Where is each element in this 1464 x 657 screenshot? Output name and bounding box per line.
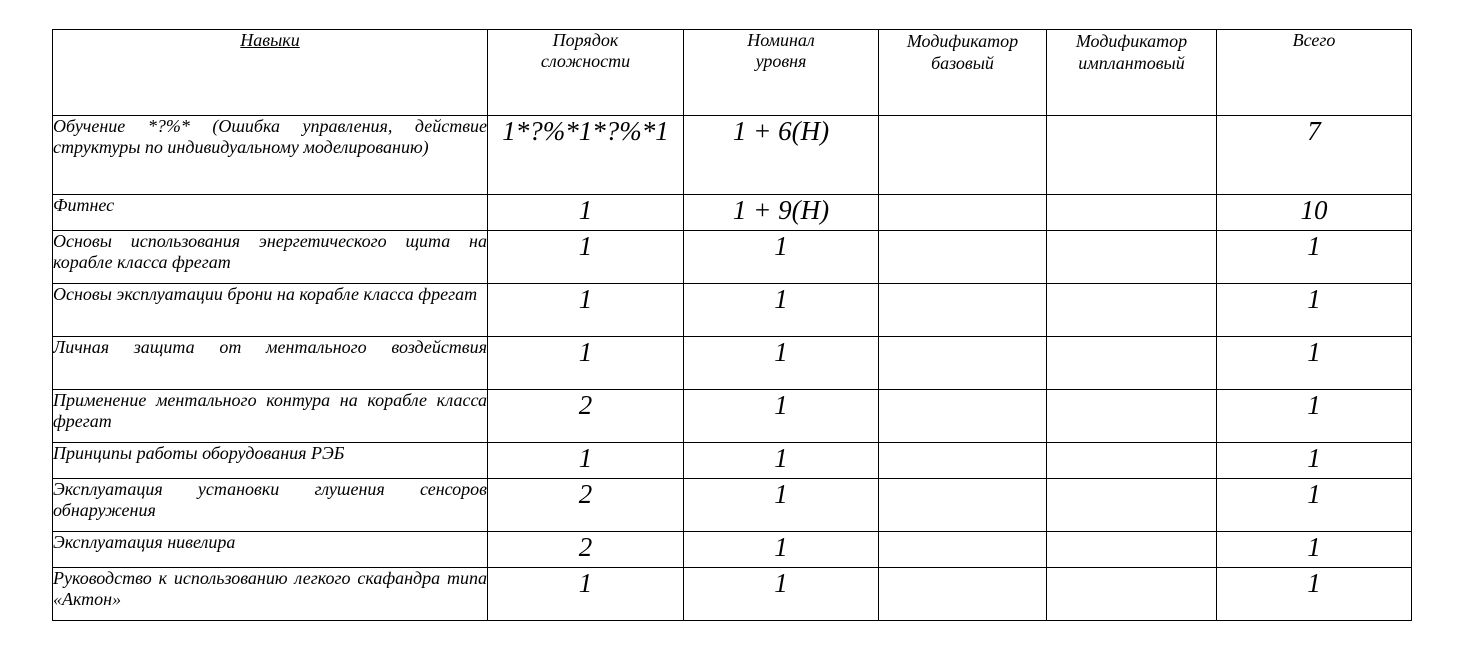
table-row [53,390,1412,443]
modifier-base-cell [879,568,1047,621]
table-row [53,337,1412,390]
total-cell: 1 [1217,568,1412,621]
nominal-cell: 1 [684,390,879,443]
order-cell: 1*?%*1*?%*1 [488,116,684,195]
table-row [53,284,1412,337]
nominal-cell: 1 + 6(Н) [684,116,879,195]
skill-cell: Принципы работы оборудования РЭБ [53,443,488,479]
total-cell: 7 [1217,116,1412,195]
modifier-implant-cell [1047,479,1217,532]
nominal-cell: 1 [684,532,879,568]
nominal-cell: 1 [684,443,879,479]
modifier-implant-cell [1047,116,1217,195]
nominal-cell: 1 [684,568,879,621]
header-order: Порядок сложности [488,30,684,116]
table-row [53,443,1412,479]
modifier-base-cell [879,116,1047,195]
skill-cell: Эксплуатация нивелира [53,532,488,568]
total-cell: 1 [1217,443,1412,479]
modifier-implant-cell [1047,443,1217,479]
order-cell: 1 [488,195,684,231]
modifier-base-cell [879,231,1047,284]
table-row [53,568,1412,621]
skill-cell: Применение ментального контура на корабле класса фрегат [53,390,488,443]
order-cell: 1 [488,443,684,479]
order-cell: 2 [488,532,684,568]
modifier-base-cell [879,284,1047,337]
modifier-base-cell [879,337,1047,390]
modifier-implant-cell [1047,195,1217,231]
nominal-cell: 1 + 9(Н) [684,195,879,231]
nominal-cell: 1 [684,231,879,284]
modifier-base-cell [879,532,1047,568]
header-skills: Навыки [53,30,488,116]
modifier-base-cell [879,390,1047,443]
order-cell: 1 [488,284,684,337]
modifier-implant-cell [1047,568,1217,621]
skill-cell: Основы использования энергетического щита на корабле класса фрегат [53,231,488,284]
order-cell: 1 [488,231,684,284]
total-cell: 1 [1217,532,1412,568]
skill-cell: Фитнес [53,195,488,231]
header-nominal: Номинал уровня [684,30,879,116]
header-total: Всего [1217,30,1412,116]
total-cell: 1 [1217,479,1412,532]
modifier-base-cell [879,195,1047,231]
modifier-implant-cell [1047,284,1217,337]
order-cell: 1 [488,337,684,390]
skill-cell: Личная защита от ментального воздействия [53,337,488,390]
order-cell: 1 [488,568,684,621]
modifier-implant-cell [1047,532,1217,568]
table-row [53,532,1412,568]
nominal-cell: 1 [684,284,879,337]
header-modifier-base: Модификатор базовый [879,30,1047,116]
total-cell: 1 [1217,337,1412,390]
skill-cell: Руководство к использованию легкого скафандра типа «Актон» [53,568,488,621]
skill-cell: Основы эксплуатации брони на корабле класса фрегат [53,284,488,337]
header-modifier-implant: Модификатор имплантовый [1047,30,1217,116]
header-row [53,30,1412,116]
table-row [53,231,1412,284]
nominal-cell: 1 [684,337,879,390]
order-cell: 2 [488,479,684,532]
table-row [53,195,1412,231]
nominal-cell: 1 [684,479,879,532]
skill-cell: Эксплуатация установки глушения сенсоров обнаружения [53,479,488,532]
modifier-implant-cell [1047,231,1217,284]
modifier-base-cell [879,479,1047,532]
order-cell: 2 [488,390,684,443]
table-row [53,116,1412,195]
modifier-base-cell [879,443,1047,479]
modifier-implant-cell [1047,390,1217,443]
total-cell: 1 [1217,284,1412,337]
total-cell: 10 [1217,195,1412,231]
skills-table [52,29,1412,621]
modifier-implant-cell [1047,337,1217,390]
total-cell: 1 [1217,231,1412,284]
table-row [53,479,1412,532]
skill-cell: Обучение *?%* (Ошибка управления, действие структуры по индивидуальному моделированию) [53,116,488,195]
total-cell: 1 [1217,390,1412,443]
